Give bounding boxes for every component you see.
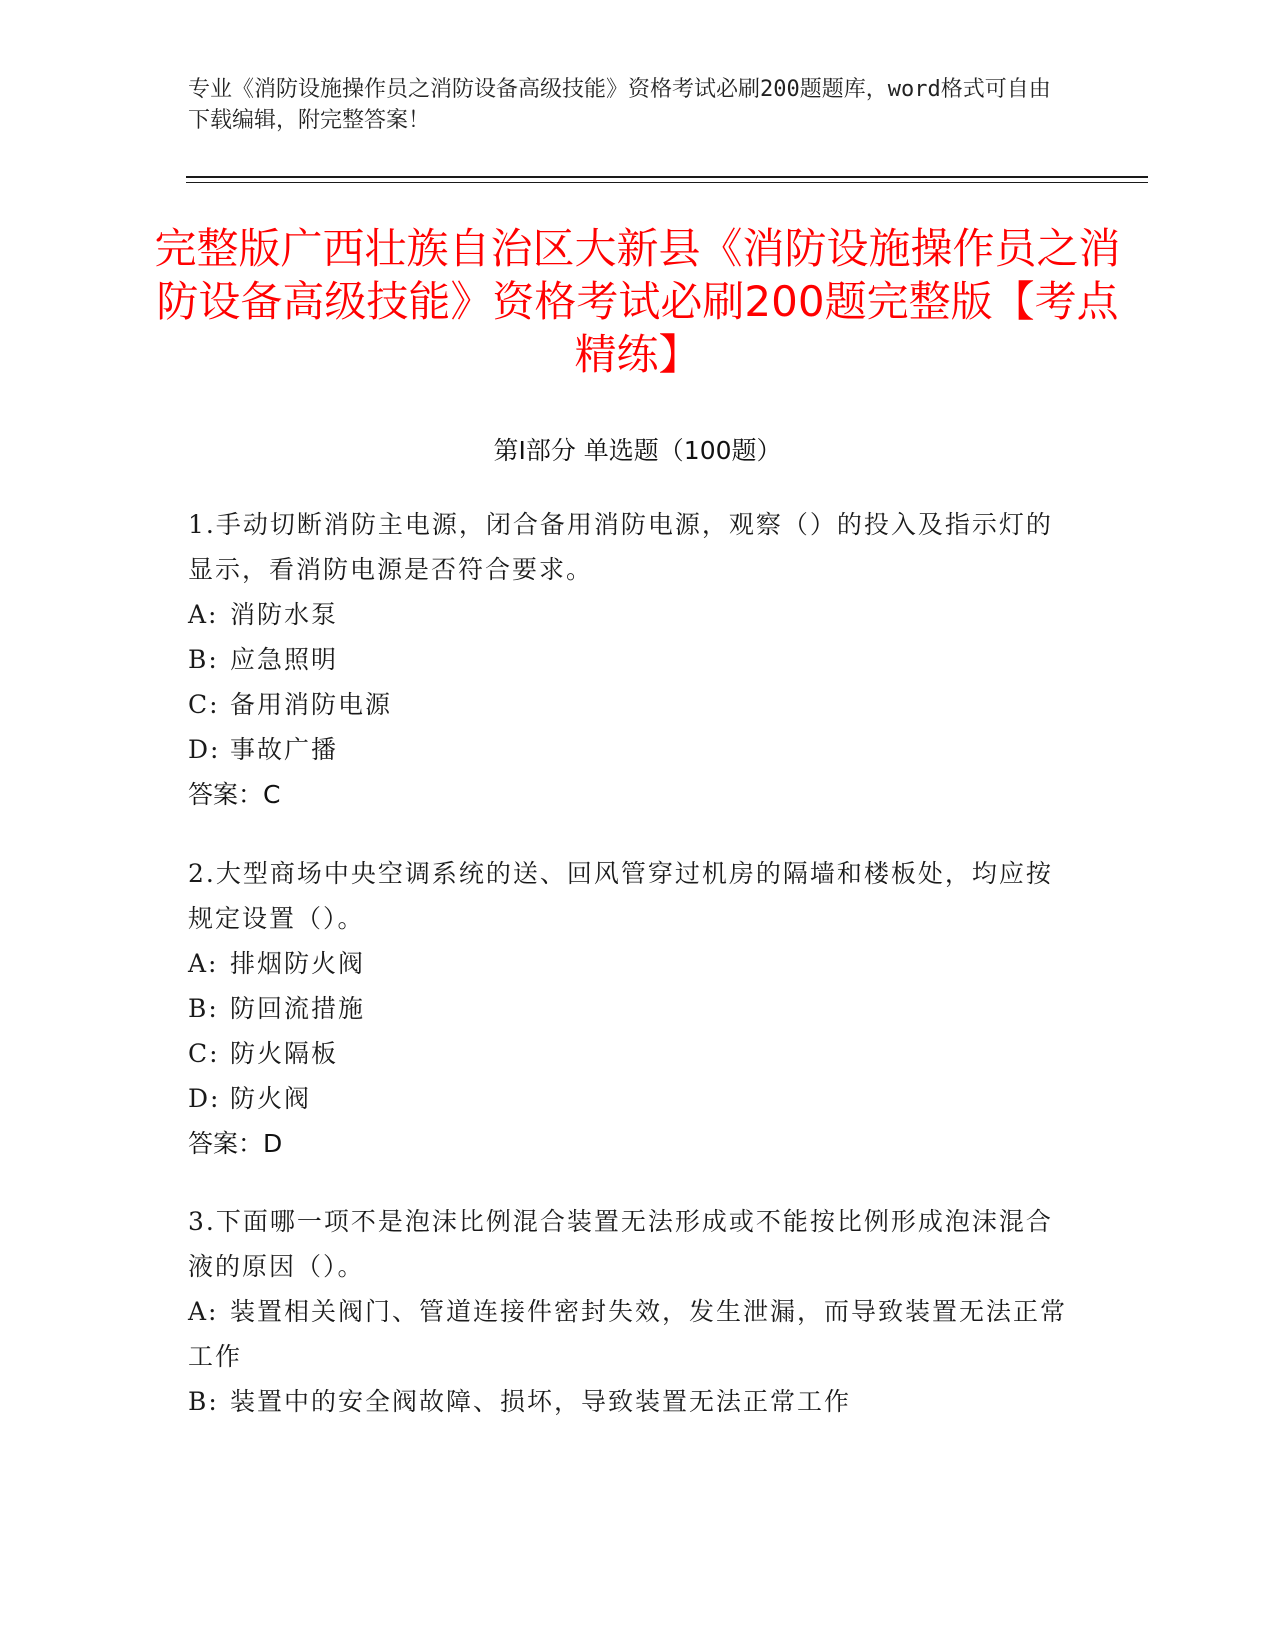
option-text: 装置中的安全阀故障、损坏，导致装置无法正常工作 (230, 1387, 852, 1416)
answer-line: 答案：D (188, 1129, 283, 1158)
option-text: 防回流措施 (230, 994, 366, 1023)
option-letter: B: (188, 645, 219, 674)
option-letter: A: (188, 949, 219, 978)
option-a (188, 592, 1068, 637)
option-letter: B: (188, 1387, 219, 1416)
option-d (188, 1076, 1068, 1121)
question-stem: 1.手动切断消防主电源，闭合备用消防电源，观察（）的投入及指示灯的显示，看消防电源是否符合要求。 (188, 510, 1053, 584)
option-text: 应急照明 (230, 645, 339, 674)
option-text: 防火阀 (230, 1084, 312, 1113)
option-text: 消防水泵 (230, 600, 339, 629)
option-text: 装置相关阀门、管道连接件密封失效，发生泄漏，而导致装置无法正常工作 (188, 1297, 1068, 1371)
question-1 (188, 502, 1068, 817)
option-letter: A: (188, 600, 219, 629)
section-heading: 第Ⅰ部分 单选题（100题） (493, 436, 782, 465)
option-text: 备用消防电源 (230, 690, 393, 719)
option-c (188, 682, 1068, 727)
option-a (188, 1289, 1068, 1379)
option-text: 防火隔板 (230, 1039, 339, 1068)
document-title: 完整版广西壮族自治区大新县《消防设施操作员之消防设备高级技能》资格考试必刷200题完整版【考点精练】 (154, 224, 1121, 379)
option-d (188, 727, 1068, 772)
option-a (188, 941, 1068, 986)
header-note: 专业《消防设施操作员之消防设备高级技能》资格考试必刷200题题库，word格式可自由下载编辑，附完整答案！ (188, 77, 1051, 133)
question-2 (188, 851, 1068, 1166)
option-text: 排烟防火阀 (230, 949, 366, 978)
question-stem: 2.大型商场中央空调系统的送、回风管穿过机房的隔墙和楼板处，均应按规定设置（）。 (188, 859, 1053, 933)
option-letter: C: (188, 1039, 220, 1068)
option-letter: B: (188, 994, 219, 1023)
header-rule-thick (186, 176, 1148, 178)
option-letter: C: (188, 690, 220, 719)
option-b (188, 1379, 1068, 1424)
option-letter: D: (188, 735, 221, 764)
question-3 (188, 1199, 1068, 1424)
option-c (188, 1031, 1068, 1076)
answer-line: 答案：C (188, 780, 281, 809)
option-b (188, 637, 1068, 682)
header-rule-thin (186, 182, 1148, 183)
option-text: 事故广播 (230, 735, 339, 764)
option-letter: D: (188, 1084, 221, 1113)
option-b (188, 986, 1068, 1031)
question-stem: 3.下面哪一项不是泡沫比例混合装置无法形成或不能按比例形成泡沫混合液的原因（）。 (188, 1207, 1053, 1281)
option-letter: A: (188, 1297, 219, 1326)
